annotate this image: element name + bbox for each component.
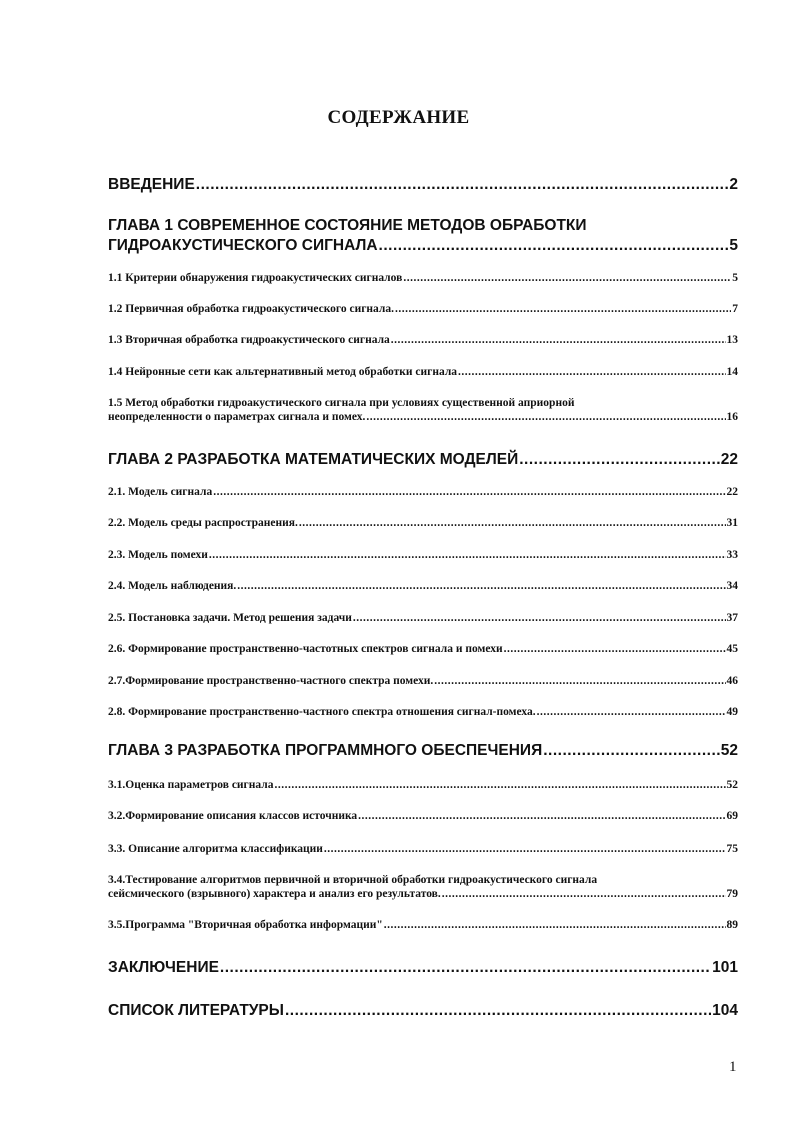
toc-entry-title: 2.1. Модель сигнала bbox=[108, 486, 213, 498]
toc-entry-3-4[interactable] bbox=[108, 874, 738, 900]
dot-leader bbox=[285, 1002, 711, 1020]
toc-entry-conclusion[interactable] bbox=[108, 959, 738, 977]
dot-leader bbox=[537, 706, 726, 718]
toc-entry-title: 3.3. Описание алгоритма классификации bbox=[108, 843, 323, 855]
toc-entry-page: 37 bbox=[726, 612, 738, 624]
toc-entry-title-line1: ГЛАВА 1 СОВРЕМЕННОЕ СОСТОЯНИЕ МЕТОДОВ ОБРАБОТКИ bbox=[108, 217, 587, 234]
dot-leader bbox=[442, 888, 726, 900]
dot-leader bbox=[434, 675, 725, 687]
toc-entry-2-8[interactable] bbox=[108, 706, 738, 718]
page-title: СОДЕРЖАНИЕ bbox=[327, 107, 470, 128]
dot-leader bbox=[353, 612, 726, 624]
dot-leader bbox=[504, 643, 726, 655]
toc-entry-3-5[interactable] bbox=[108, 919, 738, 931]
toc-entry-page: 52 bbox=[726, 779, 738, 791]
toc-entry-page: 5 bbox=[729, 237, 738, 254]
toc-entry-page: 5 bbox=[732, 272, 738, 284]
toc-entry-title: 2.5. Постановка задачи. Метод решения задачи bbox=[108, 612, 352, 624]
toc-entry-2-3[interactable] bbox=[108, 549, 738, 561]
toc-entry-page: 22 bbox=[720, 451, 738, 468]
toc-entry-2-4[interactable] bbox=[108, 580, 738, 592]
toc-entry-page: 45 bbox=[726, 643, 738, 655]
toc-entry-intro[interactable] bbox=[108, 176, 738, 194]
toc-entry-page: 14 bbox=[726, 366, 738, 378]
dot-leader bbox=[379, 237, 729, 255]
toc-entry-page: 31 bbox=[726, 517, 738, 529]
toc-entry-page: 13 bbox=[726, 334, 738, 346]
toc-entry-page: 79 bbox=[726, 888, 738, 900]
toc-entry-page: 89 bbox=[726, 919, 738, 931]
toc-entry-page: 33 bbox=[726, 549, 738, 561]
toc-entry-title: 3.5.Программа "Вторичная обработка информации" bbox=[108, 919, 383, 931]
toc-entry-2-7[interactable] bbox=[108, 675, 738, 687]
toc-entry-title-line2: сейсмического (взрывного) характера и анализ его результатов. bbox=[108, 888, 441, 900]
toc-entry-chapter-1[interactable] bbox=[108, 217, 738, 255]
toc-entry-title: 2.4. Модель наблюдения. bbox=[108, 580, 237, 592]
toc-entry-references[interactable] bbox=[108, 1002, 738, 1020]
toc-entry-3-2[interactable] bbox=[108, 810, 738, 822]
dot-leader bbox=[213, 486, 725, 498]
toc-entry-page: 104 bbox=[712, 1002, 738, 1019]
dot-leader bbox=[220, 959, 711, 977]
dot-leader bbox=[324, 843, 726, 855]
toc-entry-title: ЗАКЛЮЧЕНИЕ bbox=[108, 959, 219, 976]
dot-leader bbox=[384, 919, 726, 931]
toc-entry-title: 2.8. Формирование пространственно-частного спектра отношения сигнал-помеха. bbox=[108, 706, 536, 718]
dot-leader bbox=[395, 303, 731, 315]
toc-entry-page: 52 bbox=[720, 742, 738, 759]
toc-entry-title-line2: ГИДРОАКУСТИЧЕСКОГО СИГНАЛА bbox=[108, 237, 378, 254]
toc-entry-page: 7 bbox=[732, 303, 738, 315]
toc-entry-title: 1.4 Нейронные сети как альтернативный метод обработки сигнала bbox=[108, 366, 458, 378]
toc-entry-page: 22 bbox=[726, 486, 738, 498]
toc-entry-title: 3.1.Оценка параметров сигнала bbox=[108, 779, 274, 791]
toc-entry-2-1[interactable] bbox=[108, 486, 738, 498]
toc-entry-2-5[interactable] bbox=[108, 612, 738, 624]
toc-entry-page: 16 bbox=[726, 411, 738, 423]
toc-entry-1-3[interactable] bbox=[108, 334, 738, 346]
toc-entry-title: ВВЕДЕНИЕ bbox=[108, 176, 195, 193]
toc-entry-page: 101 bbox=[712, 959, 738, 976]
toc-entry-title: СПИСОК ЛИТЕРАТУРЫ bbox=[108, 1002, 284, 1019]
toc-entry-title: 2.6. Формирование пространственно-частотных спектров сигнала и помехи bbox=[108, 643, 503, 655]
toc-entry-title: 3.2.Формирование описания классов источника bbox=[108, 810, 358, 822]
toc-entry-3-3[interactable] bbox=[108, 843, 738, 855]
toc-entry-3-1[interactable] bbox=[108, 779, 738, 791]
dot-leader bbox=[519, 451, 720, 469]
dot-leader bbox=[458, 366, 725, 378]
dot-leader bbox=[196, 176, 729, 194]
dot-leader bbox=[237, 580, 725, 592]
dot-leader bbox=[299, 517, 726, 529]
toc-entry-page: 49 bbox=[726, 706, 738, 718]
dot-leader bbox=[358, 810, 725, 822]
toc-entry-page: 34 bbox=[726, 580, 738, 592]
toc-entry-title: 2.3. Модель помехи bbox=[108, 549, 208, 561]
toc-entry-title: 1.3 Вторичная обработка гидроакустического сигнала bbox=[108, 334, 390, 346]
toc-entry-2-2[interactable] bbox=[108, 517, 738, 529]
toc-entry-1-2[interactable] bbox=[108, 303, 738, 315]
dot-leader bbox=[391, 334, 726, 346]
toc-entry-chapter-3[interactable] bbox=[108, 742, 738, 760]
toc-entry-title: 1.2 Первичная обработка гидроакустического сигнала. bbox=[108, 303, 394, 315]
toc-entry-2-6[interactable] bbox=[108, 643, 738, 655]
toc-entry-page: 75 bbox=[726, 843, 738, 855]
toc-entry-page: 2 bbox=[729, 176, 738, 193]
toc-entry-title-line2: неопределенности о параметрах сигнала и помех. bbox=[108, 411, 366, 423]
dot-leader bbox=[403, 272, 731, 284]
toc-entry-title: 2.7.Формирование пространственно-частного спектра помехи. bbox=[108, 675, 434, 687]
toc-entry-1-1[interactable] bbox=[108, 272, 738, 284]
dot-leader bbox=[209, 549, 726, 561]
toc-entry-page: 69 bbox=[726, 810, 738, 822]
toc-entry-title: 1.1 Критерии обнаружения гидроакустических сигналов bbox=[108, 272, 403, 284]
toc-entry-1-5[interactable] bbox=[108, 397, 738, 423]
page-number: 1 bbox=[729, 1059, 737, 1075]
toc-entry-title: ГЛАВА 2 РАЗРАБОТКА МАТЕМАТИЧЕСКИХ МОДЕЛЕЙ bbox=[108, 451, 519, 468]
dot-leader bbox=[543, 742, 720, 760]
dot-leader bbox=[274, 779, 725, 791]
toc-entry-page: 46 bbox=[726, 675, 738, 687]
toc-entry-chapter-2[interactable] bbox=[108, 451, 738, 469]
toc-entry-1-4[interactable] bbox=[108, 366, 738, 378]
dot-leader bbox=[366, 411, 725, 423]
toc-entry-title: 2.2. Модель среды распространения. bbox=[108, 517, 298, 529]
toc-entry-title: ГЛАВА 3 РАЗРАБОТКА ПРОГРАММНОГО ОБЕСПЕЧЕНИЯ bbox=[108, 742, 543, 759]
toc-entry-title-line1: 1.5 Метод обработки гидроакустического сигнала при условиях существенной априорной bbox=[108, 397, 575, 409]
toc-entry-title-line1: 3.4.Тестирование алгоритмов первичной и вторичной обработки гидроакустического сигнала bbox=[108, 874, 598, 886]
